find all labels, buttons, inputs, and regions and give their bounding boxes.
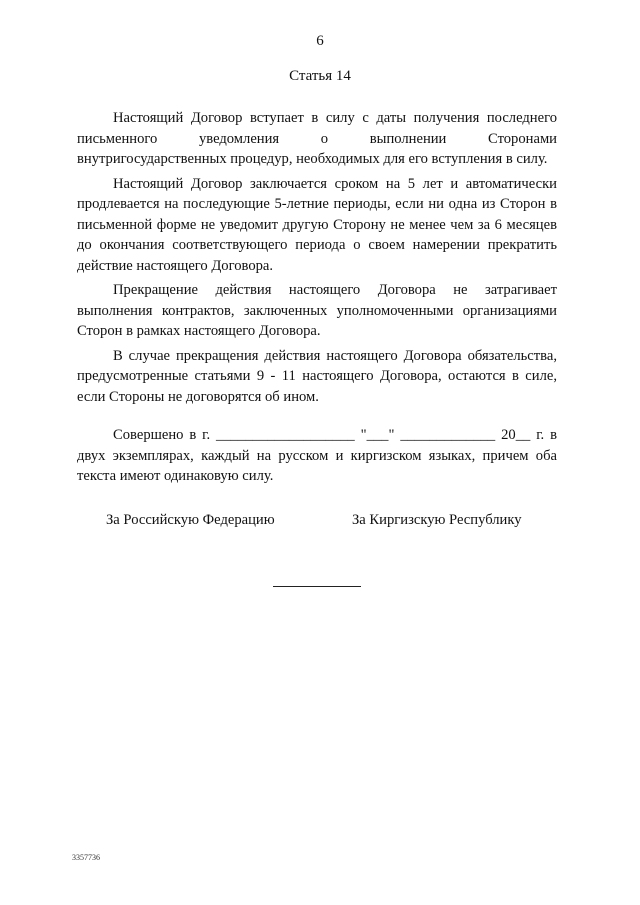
page-number: 6	[316, 33, 324, 49]
paragraph-term: Настоящий Договор заключается сроком на 5 лет и автоматически продлевается на последующие 5-летние периоды, если ни одна из Сторон в письменной форме не уведомит другую Сторону не менее чем за 6 месяцев до окончания соответствующего периода о своем намерении прекратить действие настоящего Договора.	[77, 175, 557, 274]
signature-kyrgyz-republic: За Киргизскую Республику	[352, 512, 522, 528]
signing-clause: Совершено в г. ___________________ "___" _____________ 20__ г. в двух экземплярах, каждый на русском и киргизском языках, причем оба текста имеют одинаковую силу.	[77, 427, 557, 484]
signature-russian-federation: За Российскую Федерацию	[106, 512, 275, 528]
end-divider	[273, 586, 361, 587]
document-code: 3357736	[72, 853, 100, 862]
paragraph-obligations-survive: В случае прекращения действия настоящего Договора обязательства, предусмотренные статьями 9 - 11 настоящего Договора, остаются в силе, если Стороны не договорятся об ином.	[77, 347, 557, 405]
paragraph-termination-effects: Прекращение действия настоящего Договора не затрагивает выполнения контрактов, заключенных уполномоченными организациями Сторон в рамках настоящего Договора.	[77, 282, 557, 339]
article-title: Статья 14	[289, 68, 351, 84]
article-body	[77, 108, 557, 491]
paragraph-entry-into-force: Настоящий Договор вступает в силу с даты получения последнего письменного уведомления о выполнении Сторонами внутригосударственных процедур, необходимых для его вступления в силу.	[77, 110, 557, 167]
